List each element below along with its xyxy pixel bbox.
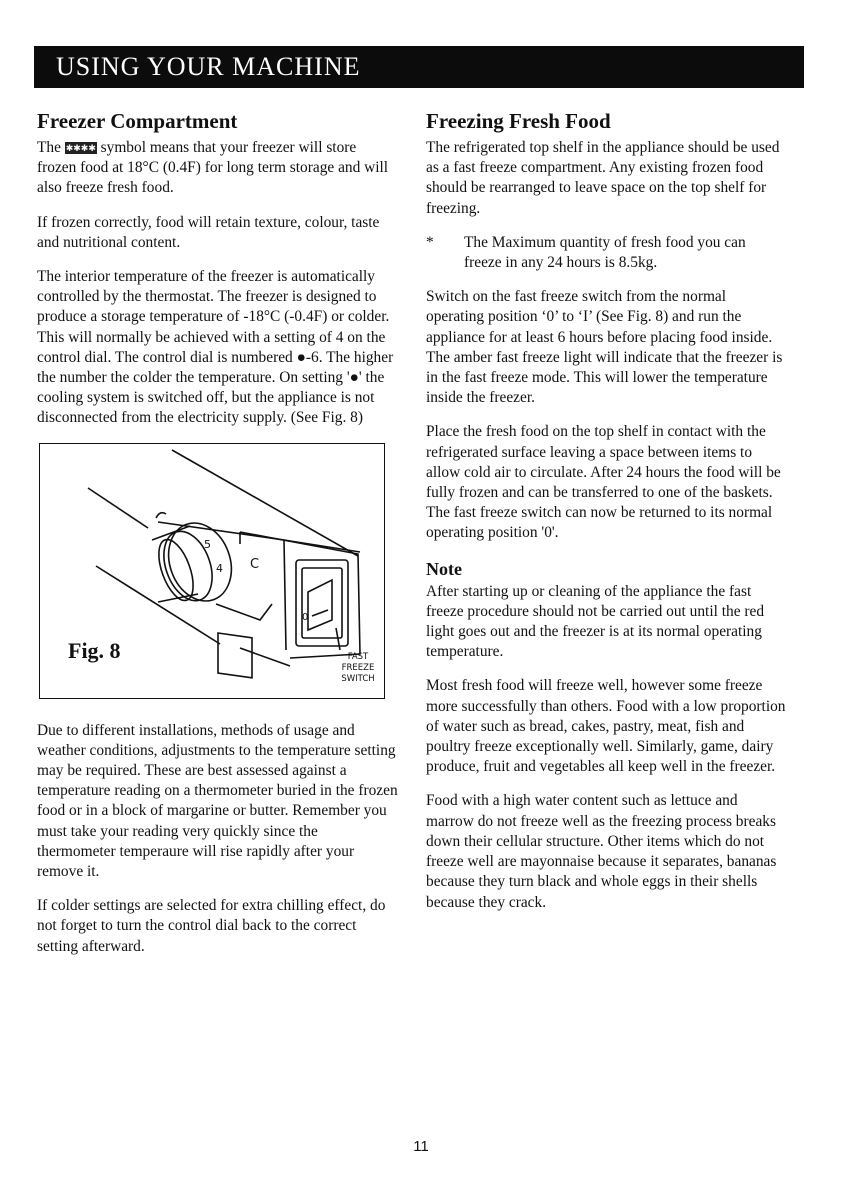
star-rating-symbol-icon: ✱✱✱✱ bbox=[65, 143, 96, 153]
page-number: 11 bbox=[413, 1138, 429, 1155]
switch-label-line-2: FREEZE bbox=[341, 662, 375, 673]
switch-position-0: 0 bbox=[302, 611, 309, 623]
paragraph-freeze-well: Most fresh food will freeze well, however some freeze more successfully than others. Food with a low proportion of water such as bread, cakes, pastry, meat, fish and poultry freeze exceptionally well. Similarly, game, dairy produce, fruit and vegetables all keep well in the freezer. bbox=[426, 677, 786, 776]
bullet-max-quantity bbox=[426, 233, 786, 273]
paragraph-installations: Due to different installations, methods of usage and weather conditions, adjustments to the temperature setting may be required. These are best assessed against a temperature reading on a thermometer buried in the frozen food or in a block of margarine or butter. Remember you must take your reading very quickly since the thermometer temperaure will rise rapidly after your remove it. bbox=[37, 721, 398, 881]
paragraph-frozen-correctly: If frozen correctly, food will retain texture, colour, taste and nutritional content. bbox=[37, 213, 380, 251]
bullet-star: * bbox=[426, 233, 434, 251]
switch-label-line-3: SWITCH bbox=[341, 673, 375, 684]
paragraph-colder-settings: If colder settings are selected for extra chilling effect, do not forget to turn the control dial back to the correct setting afterward. bbox=[37, 897, 386, 955]
freezing-fresh-food-heading: Freezing Fresh Food bbox=[426, 109, 611, 133]
section-title: USING YOUR MACHINE bbox=[56, 52, 361, 81]
paragraph-symbol-pre: The bbox=[37, 139, 61, 156]
dial-number-4: 4 bbox=[216, 561, 223, 575]
section-banner bbox=[34, 46, 804, 88]
figure-label: Fig. 8 bbox=[68, 637, 121, 663]
paragraph-switch-on: Switch on the fast freeze switch from the normal operating position ‘0’ to ‘I’ (See Fig. 8) and run the appliance for at least 6 hours before placing food inside. The amber fast freeze light will indicate that the freezer is in the fast freeze mode. This will lower the temperature inside the freezer. bbox=[426, 288, 783, 407]
switch-label-line-1: FAST bbox=[347, 651, 369, 662]
note-heading: Note bbox=[426, 558, 462, 579]
dial-mark-c: C bbox=[250, 556, 260, 572]
right-column bbox=[426, 108, 786, 927]
paragraph-symbol-post: symbol means that your freezer will store frozen food at 18°C (0.4F) for long term storage and will also freeze fresh food. bbox=[37, 139, 389, 197]
paragraph-note: After starting up or cleaning of the appliance the fast freeze procedure should not be carried out until the red light goes out and the freezer is at its normal operating temperature. bbox=[426, 582, 765, 661]
figure-8 bbox=[39, 443, 385, 699]
paragraph-symbol bbox=[37, 138, 399, 199]
paragraph-interior-temperature: The interior temperature of the freezer is automatically controlled by the thermostat. The freezer is designed to produce a storage temperature of -18°C (-0.4F) or colder. This will normally be achieved with a setting of 4 on the control dial. The control dial is numbered ●-6. The higher the number the colder the temperature. On setting '●' the cooling system is switched off, but the appliance is not disconnected from the electricity supply. (See Fig. 8) bbox=[37, 268, 394, 427]
dial-number-5: 5 bbox=[204, 537, 211, 551]
bullet-text: The Maximum quantity of fresh food you can freeze in any 24 hours is 8.5kg. bbox=[464, 233, 746, 272]
paragraph-top-shelf: The refrigerated top shelf in the appliance should be used as a fast freeze compartment. Any existing frozen food should be rearranged to leave space on the top shelf for freezing. bbox=[426, 139, 780, 217]
paragraph-high-water: Food with a high water content such as lettuce and marrow do not freeze well as the freezing process breaks down their cellular structure. Other items which do not freeze well are mayonnaise because it separates, bananas because they turn black and whole eggs in their shells because they crack. bbox=[426, 792, 777, 911]
fast-freeze-switch-label bbox=[330, 652, 385, 685]
paragraph-place-food: Place the fresh food on the top shelf in contact with the refrigerated surface leaving a space between items to allow cold air to circulate. After 24 hours the food will be fully frozen and can be transferred to one of the baskets. The fast freeze switch can now be returned to its normal operating position '0'. bbox=[426, 423, 781, 542]
left-column bbox=[37, 108, 399, 971]
freezer-compartment-heading: Freezer Compartment bbox=[37, 109, 238, 133]
